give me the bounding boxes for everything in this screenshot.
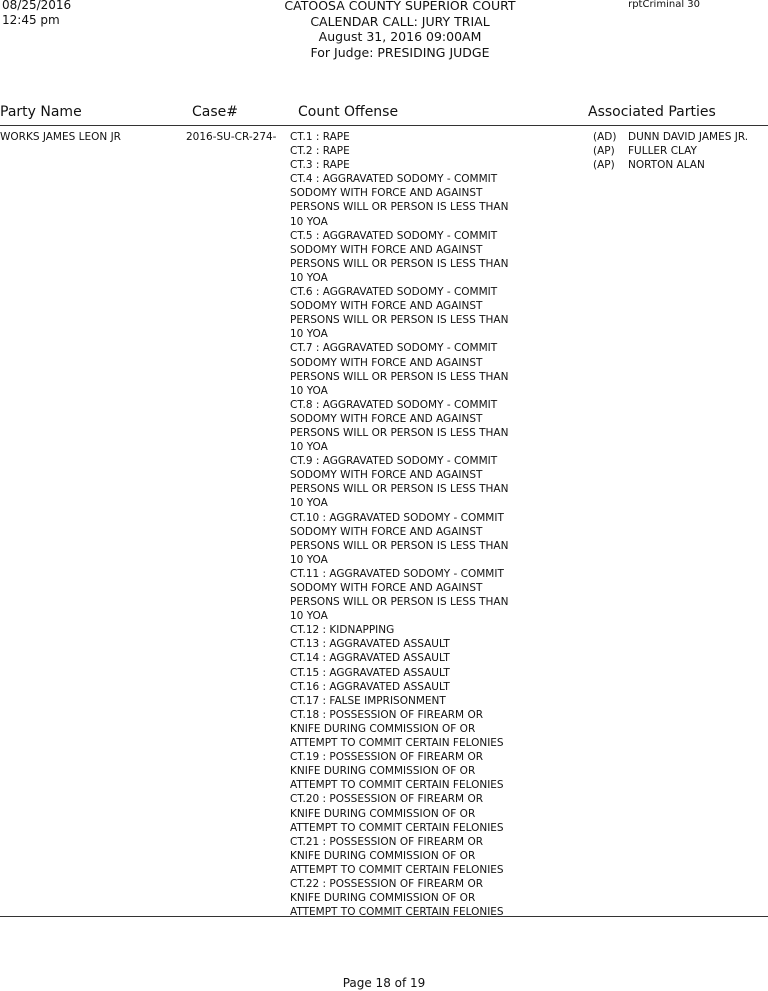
party-role: (AP) xyxy=(593,159,615,172)
count-line: CT.11 : AGGRAVATED SODOMY - COMMIT xyxy=(290,567,504,580)
judge-name: For Judge: PRESIDING JUDGE xyxy=(310,44,490,60)
count-line: PERSONS WILL OR PERSON IS LESS THAN xyxy=(290,426,509,439)
count-line: CT.19 : POSSESSION OF FIREARM OR xyxy=(290,751,483,764)
page-number: Page 18 of 19 xyxy=(342,976,426,990)
count-line: CT.21 : POSSESSION OF FIREARM OR xyxy=(290,835,483,848)
count-line: SODOMY WITH FORCE AND AGAINST xyxy=(290,300,483,313)
record-divider xyxy=(0,916,768,917)
party-name-associated: FULLER CLAY xyxy=(628,145,697,158)
count-line: PERSONS WILL OR PERSON IS LESS THAN xyxy=(290,539,509,552)
count-line: CT.17 : FALSE IMPRISONMENT xyxy=(290,694,446,707)
count-line: 10 YOA xyxy=(290,553,328,566)
count-line: 10 YOA xyxy=(290,215,328,228)
party-role: (AP) xyxy=(593,145,615,158)
party-name: WORKS JAMES LEON JR xyxy=(0,131,121,143)
count-line: PERSONS WILL OR PERSON IS LESS THAN xyxy=(290,314,509,327)
count-line: CT.18 : POSSESSION OF FIREARM OR xyxy=(290,708,483,721)
count-line: 10 YOA xyxy=(290,271,328,284)
count-line: KNIFE DURING COMMISSION OF OR xyxy=(290,807,476,820)
count-line: SODOMY WITH FORCE AND AGAINST xyxy=(290,525,483,538)
column-header-case: Case# xyxy=(192,104,238,120)
associated-party-row xyxy=(593,130,748,144)
report-id: rptCriminal 30 xyxy=(628,0,700,10)
count-line: CT.9 : AGGRAVATED SODOMY - COMMIT xyxy=(290,455,498,468)
party-role: (AD) xyxy=(593,131,617,143)
court-name: CATOOSA COUNTY SUPERIOR COURT xyxy=(284,0,516,13)
count-line: CT.16 : AGGRAVATED ASSAULT xyxy=(290,680,450,693)
count-line: KNIFE DURING COMMISSION OF OR xyxy=(290,849,476,862)
count-offense-list xyxy=(290,130,509,919)
count-line: CT.5 : AGGRAVATED SODOMY - COMMIT xyxy=(290,229,498,242)
column-header-party: Party Name xyxy=(0,104,82,120)
count-line: CT.15 : AGGRAVATED ASSAULT xyxy=(290,666,450,679)
count-line: 10 YOA xyxy=(290,384,328,397)
count-line: 10 YOA xyxy=(290,441,328,454)
count-line: CT.1 : RAPE xyxy=(290,131,350,143)
report-time: 12:45 pm xyxy=(2,13,60,27)
count-line: ATTEMPT TO COMMIT CERTAIN FELONIES xyxy=(290,906,504,919)
count-line: 10 YOA xyxy=(290,497,328,510)
associated-party-row xyxy=(593,158,748,172)
count-line: SODOMY WITH FORCE AND AGAINST xyxy=(290,469,483,482)
count-line: ATTEMPT TO COMMIT CERTAIN FELONIES xyxy=(290,821,504,834)
count-line: SODOMY WITH FORCE AND AGAINST xyxy=(290,243,483,256)
count-line: KNIFE DURING COMMISSION OF OR xyxy=(290,892,476,905)
count-line: 10 YOA xyxy=(290,610,328,623)
count-line: PERSONS WILL OR PERSON IS LESS THAN xyxy=(290,201,509,214)
count-line: PERSONS WILL OR PERSON IS LESS THAN xyxy=(290,257,509,270)
count-line: CT.4 : AGGRAVATED SODOMY - COMMIT xyxy=(290,173,498,186)
calendar-datetime: August 31, 2016 09:00AM xyxy=(318,29,482,44)
count-line: 10 YOA xyxy=(290,328,328,341)
count-line: PERSONS WILL OR PERSON IS LESS THAN xyxy=(290,370,509,383)
calendar-type: CALENDAR CALL: JURY TRIAL xyxy=(310,13,490,29)
count-line: SODOMY WITH FORCE AND AGAINST xyxy=(290,582,483,594)
party-name-associated: DUNN DAVID JAMES JR. xyxy=(628,131,749,143)
count-line: ATTEMPT TO COMMIT CERTAIN FELONIES xyxy=(290,737,504,750)
count-line: PERSONS WILL OR PERSON IS LESS THAN xyxy=(290,483,509,496)
report-date-time xyxy=(2,0,71,28)
count-line: CT.14 : AGGRAVATED ASSAULT xyxy=(290,652,450,665)
count-line: CT.3 : RAPE xyxy=(290,159,350,172)
party-name-associated: NORTON ALAN xyxy=(628,159,705,172)
report-date: 08/25/2016 xyxy=(2,0,72,12)
case-number: 2016-SU-CR-274- xyxy=(186,131,277,143)
count-line: CT.20 : POSSESSION OF FIREARM OR xyxy=(290,793,483,806)
count-line: SODOMY WITH FORCE AND AGAINST xyxy=(290,187,483,200)
count-line: PERSONS WILL OR PERSON IS LESS THAN xyxy=(290,596,509,609)
count-line: CT.12 : KIDNAPPING xyxy=(290,624,395,637)
associated-parties-list xyxy=(593,130,748,172)
count-line: CT.22 : POSSESSION OF FIREARM OR xyxy=(290,877,483,890)
header-divider xyxy=(0,125,768,126)
column-header-count: Count Offense xyxy=(298,104,399,120)
count-line: CT.6 : AGGRAVATED SODOMY - COMMIT xyxy=(290,286,498,299)
count-line: ATTEMPT TO COMMIT CERTAIN FELONIES xyxy=(290,863,504,876)
count-line: CT.8 : AGGRAVATED SODOMY - COMMIT xyxy=(290,398,498,411)
associated-party-row xyxy=(593,144,748,158)
count-line: ATTEMPT TO COMMIT CERTAIN FELONIES xyxy=(290,779,504,792)
count-line: SODOMY WITH FORCE AND AGAINST xyxy=(290,356,483,369)
count-line: CT.7 : AGGRAVATED SODOMY - COMMIT xyxy=(290,342,498,355)
count-line: SODOMY WITH FORCE AND AGAINST xyxy=(290,412,483,425)
count-line: CT.2 : RAPE xyxy=(290,145,350,158)
count-line: KNIFE DURING COMMISSION OF OR xyxy=(290,722,476,735)
count-line: CT.10 : AGGRAVATED SODOMY - COMMIT xyxy=(290,511,504,524)
count-line: CT.13 : AGGRAVATED ASSAULT xyxy=(290,638,450,651)
column-header-associated: Associated Parties xyxy=(588,104,716,120)
count-line: KNIFE DURING COMMISSION OF OR xyxy=(290,765,476,778)
